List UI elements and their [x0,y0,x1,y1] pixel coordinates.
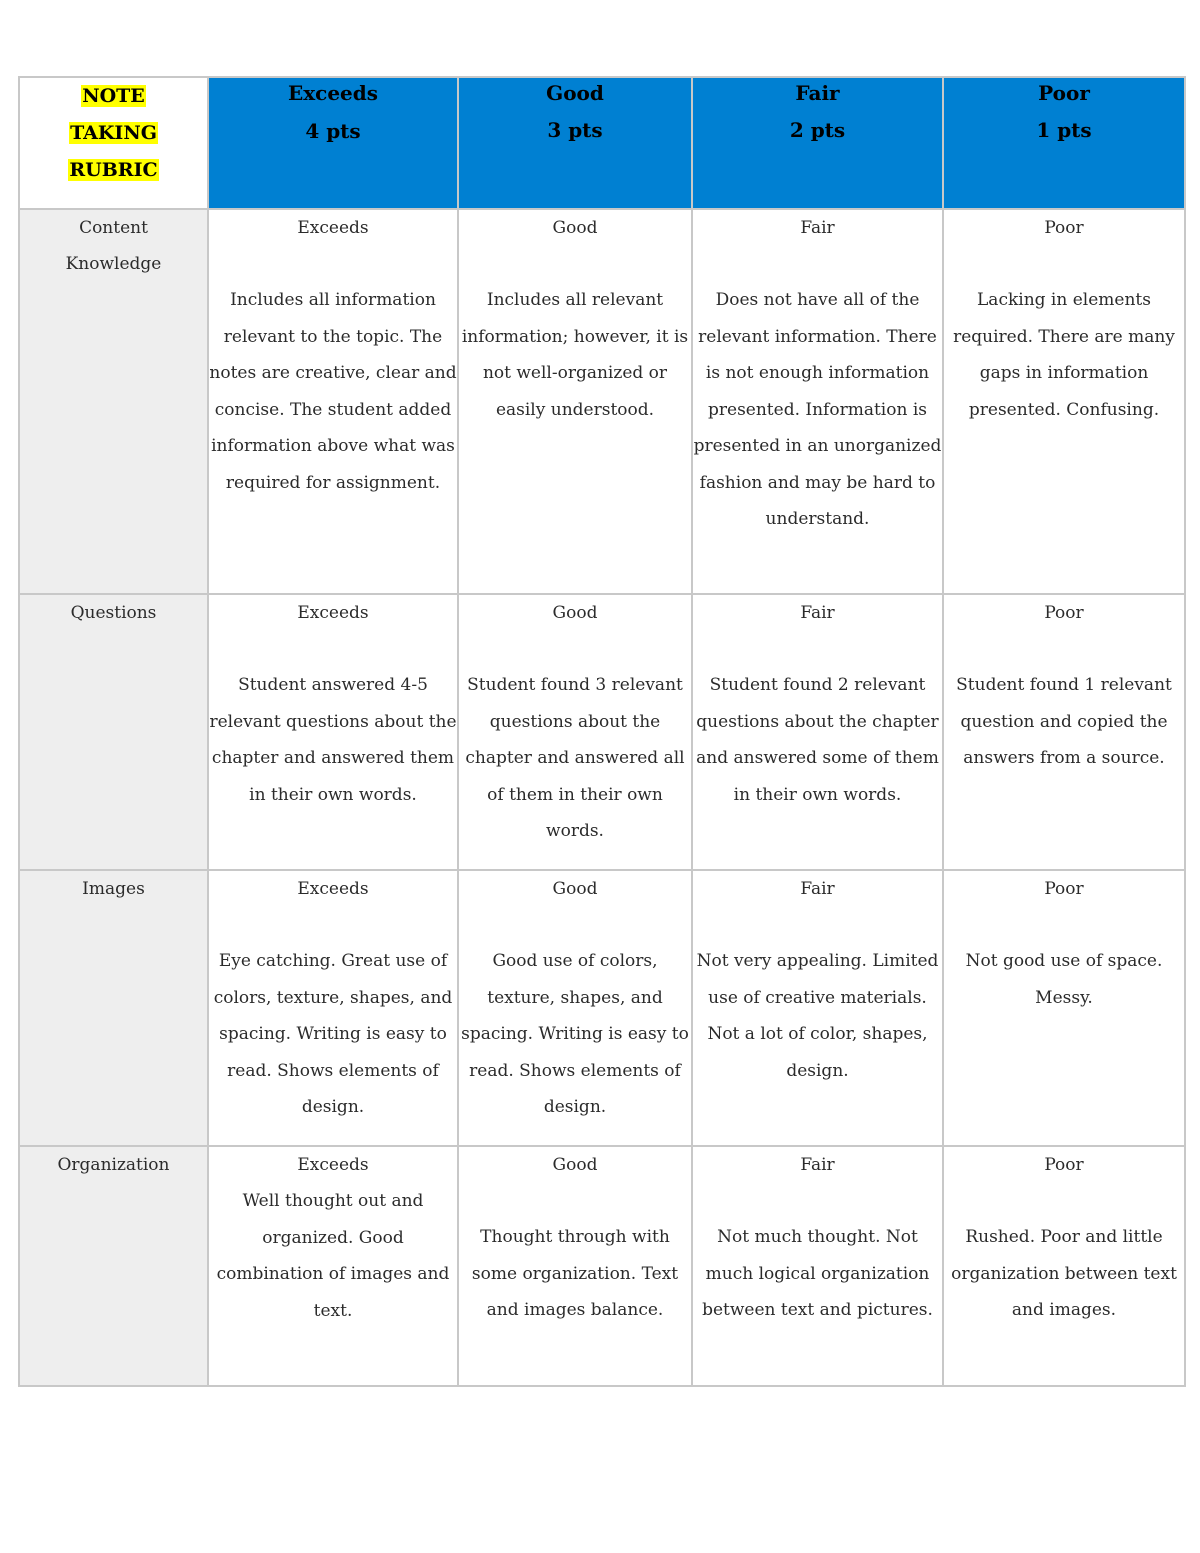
cell-description: Includes all information relevant to the topic. The notes are creative, clear and concise. The student added information above what was required for assignment. [209,290,457,493]
criterion-label: Questions [70,603,157,623]
cell-description: Not good use of space. Messy. [965,951,1163,1008]
cell-level-label: Exceeds [297,603,369,623]
rubric-cell [458,870,692,1146]
level-header-poor [943,77,1185,209]
level-name: Fair [795,81,840,105]
cell-description: Eye catching. Great use of colors, texture, shapes, and spacing. Writing is easy to read. Shows elements of design. [213,951,453,1117]
level-name: Poor [1038,81,1090,105]
rubric-cell [458,209,692,594]
cell-level-label: Good [552,1155,598,1175]
rubric-cell [458,594,692,870]
rubric-cell [208,870,458,1146]
cell-description: Well thought out and organized. Good combination of images and text. [216,1191,450,1321]
cell-level-label: Poor [1044,879,1084,899]
cell-level-label: Fair [800,218,835,238]
criterion-label-cell [19,1146,208,1386]
criterion-label: Images [82,879,145,899]
criterion-row-questions [19,594,1185,870]
rubric-cell [943,870,1185,1146]
rubric-cell [208,209,458,594]
cell-description: Does not have all of the relevant information. There is not enough information presented. Information is presented in an unorganized fashion and may be hard to understand. [693,290,942,529]
criterion-row-images [19,870,1185,1146]
criterion-row-organization [19,1146,1185,1386]
level-points: 2 pts [789,118,846,142]
cell-level-label: Good [552,879,598,899]
cell-level-label: Good [552,218,598,238]
rubric-cell [692,870,943,1146]
rubric-cell [692,1146,943,1386]
cell-level-label: Fair [800,1155,835,1175]
criterion-label-cell [19,870,208,1146]
level-header-fair [692,77,943,209]
cell-description: Student found 1 relevant question and copied the answers from a source. [956,675,1172,768]
criterion-label-cell [19,594,208,870]
rubric-title-line3: RUBRIC [69,159,158,181]
cell-level-label: Fair [800,879,835,899]
cell-description: Rushed. Poor and little organization between text and images. [951,1227,1177,1320]
cell-level-label: Exceeds [297,879,369,899]
rubric-cell [208,594,458,870]
level-name: Good [546,81,604,105]
rubric-cell [943,594,1185,870]
level-header-exceeds [208,77,458,209]
rubric-title-line2: TAKING [70,122,157,144]
criterion-label: Organization [57,1155,170,1175]
cell-description: Not very appealing. Limited use of creative materials. Not a lot of color, shapes, design. [696,951,939,1081]
cell-description: Lacking in elements required. There are many gaps in information presented. Confusing. [953,290,1175,420]
cell-level-label: Fair [800,603,835,623]
cell-level-label: Exceeds [297,218,369,238]
rubric-cell [692,209,943,594]
cell-description: Student found 2 relevant questions about the chapter and answered some of them in their own words. [696,675,939,805]
criterion-label-cell [19,209,208,594]
cell-level-label: Poor [1044,218,1084,238]
criterion-row-content-knowledge [19,209,1185,594]
cell-description: Thought through with some organization. Text and images balance. [471,1227,679,1320]
rubric-title-line1: NOTE [82,85,145,107]
rubric-table [18,76,1186,1387]
cell-level-label: Good [552,603,598,623]
cell-description: Includes all relevant information; however, it is not well-organized or easily understood. [461,290,689,420]
rubric-cell [943,209,1185,594]
level-points: 1 pts [1036,118,1092,142]
cell-level-label: Poor [1044,603,1084,623]
rubric-cell [458,1146,692,1386]
cell-level-label: Exceeds [297,1155,369,1175]
rubric-cell [692,594,943,870]
criterion-label: Content Knowledge [65,218,162,274]
level-points: 4 pts [305,119,361,143]
rubric-cell [208,1146,458,1386]
cell-description: Student answered 4-5 relevant questions about the chapter and answered them in their own words. [209,675,457,805]
rubric-cell [943,1146,1185,1386]
cell-description: Good use of colors, texture, shapes, and spacing. Writing is easy to read. Shows elements of design. [461,951,689,1117]
header-row [19,77,1185,209]
level-points: 3 pts [547,118,603,142]
cell-description: Not much thought. Not much logical organization between text and pictures. [702,1227,933,1320]
cell-description: Student found 3 relevant questions about the chapter and answered all of them in their own words. [465,675,685,841]
level-name: Exceeds [287,81,379,105]
level-header-good [458,77,692,209]
cell-level-label: Poor [1044,1155,1084,1175]
rubric-title-cell [19,77,208,209]
rubric-title [64,78,164,189]
